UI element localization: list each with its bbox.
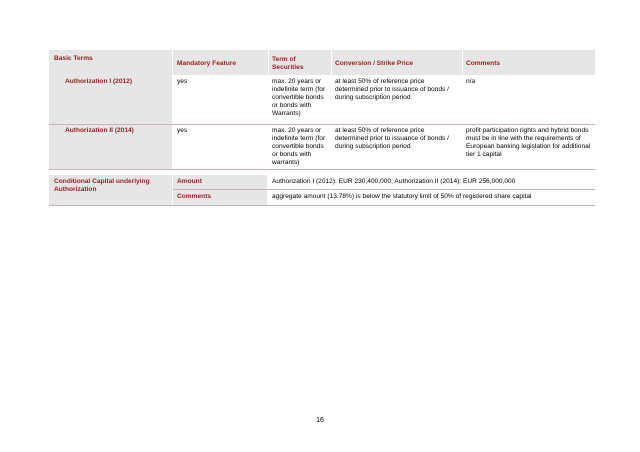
header-term-of-securities: Term of Securities bbox=[272, 56, 304, 71]
capital-comments-label: Comments bbox=[177, 193, 212, 200]
header-divider bbox=[268, 50, 269, 75]
row-conversion-value: at least 50% of reference price determined prior to issuance of bonds / during subscription period bbox=[335, 78, 449, 101]
row-label-authorization-ii: Authorization II (2014) bbox=[65, 127, 134, 134]
row-divider bbox=[173, 189, 595, 190]
header-divider bbox=[462, 50, 463, 75]
header-divider bbox=[331, 50, 332, 75]
header-mandatory-feature: Mandatory Feature bbox=[177, 60, 236, 67]
row-divider bbox=[49, 124, 595, 125]
capital-amount-value: Authorization I (2012): EUR 230,400,000; Authorization II (2014): EUR 256,000,000 bbox=[272, 178, 516, 185]
header-divider bbox=[172, 50, 173, 75]
row-divider bbox=[49, 169, 595, 170]
row-label-authorization-i: Authorization I (2012) bbox=[65, 78, 133, 85]
capital-label: Conditional Capital underlying Authorization bbox=[54, 178, 150, 193]
header-conversion-price: Conversion / Strike Price bbox=[335, 60, 414, 67]
capital-comments-value: aggregate amount (13.78%) is below the statutory limit of 50% of registered share capital bbox=[272, 193, 532, 200]
row-divider bbox=[49, 205, 595, 206]
capital-amount-label: Amount bbox=[177, 178, 202, 185]
header-comments: Comments bbox=[466, 60, 501, 67]
page-number: 16 bbox=[316, 417, 324, 424]
row-conversion-value: at least 50% of reference price determined prior to issuance of bonds / during subscription period bbox=[335, 127, 449, 150]
row-comments-value: profit participation rights and hybrid bonds must be in line with the requirements of European banking legislation for additional tier 1 capital bbox=[466, 127, 591, 158]
header-basic-terms: Basic Terms bbox=[54, 55, 93, 62]
row-term-value: max. 20 years or indefinite term (for convertible bonds or bonds with warrants) bbox=[272, 127, 326, 166]
row-mandatory-value: yes bbox=[177, 78, 188, 85]
row-term-value: max. 20 years or indefinite term (for convertible bonds or bonds with Warrants) bbox=[272, 78, 326, 117]
row-mandatory-value: yes bbox=[177, 127, 188, 134]
row-comments-value: n/a bbox=[466, 78, 476, 85]
